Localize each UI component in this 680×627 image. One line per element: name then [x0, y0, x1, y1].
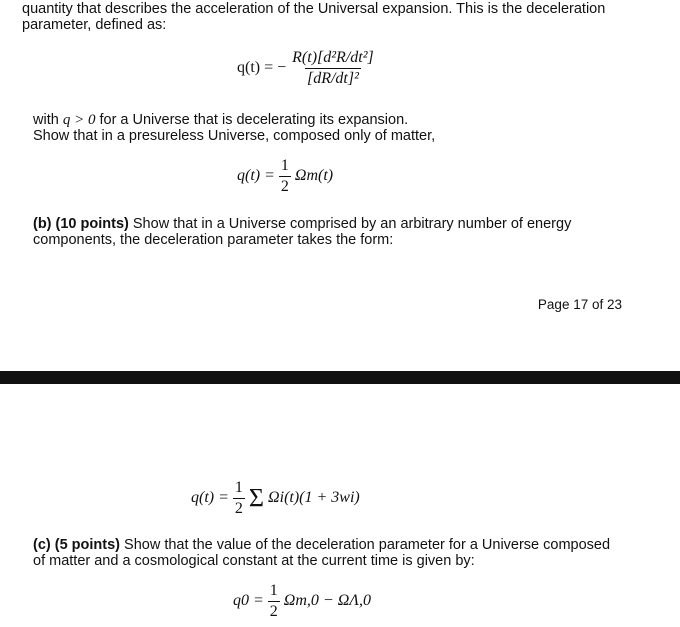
eq2-denominator: 2 — [280, 178, 289, 195]
page-number: Page 17 of 23 — [537, 297, 622, 312]
with-line-2: Show that in a presureless Universe, composed only of matter, — [33, 128, 436, 144]
eq4-rhs: Ωm,0 − ΩΛ,0 — [283, 592, 371, 610]
q-condition: q > 0 — [62, 112, 96, 128]
eq3-denominator: 2 — [234, 500, 243, 517]
part-b-label: (b) (10 points) — [33, 216, 129, 232]
eq1-denominator: [dR/dt]² — [306, 70, 359, 87]
part-c-line-2: of matter and a cosmological constant at the current time is given by: — [33, 553, 475, 569]
eq3-rhs: Ωi(t)(1 + 3wi) — [268, 489, 360, 507]
eq4-fraction — [268, 583, 280, 620]
equation-general-deceleration — [191, 480, 360, 517]
eq1-numerator: R(t)[d²R/dt²] — [292, 49, 374, 66]
eq4-denominator: 2 — [269, 603, 278, 620]
eq1-fraction — [290, 50, 376, 87]
part-b-text: Show that in a Universe comprised by an arbitrary number of energy — [128, 216, 572, 232]
eq3-numerator: 1 — [234, 479, 243, 496]
eq4-numerator: 1 — [269, 582, 278, 599]
with-text: with — [33, 112, 63, 128]
part-c-label: (c) (5 points) — [33, 537, 120, 553]
with-text-post: for a Universe that is decelerating its expansion. — [95, 112, 409, 128]
equation-current-deceleration — [233, 583, 371, 620]
eq2-lhs: q(t) = — [237, 167, 275, 185]
equation-matter-only — [237, 158, 333, 195]
part-c-line-1 — [33, 537, 610, 554]
part-c-text: Show that the value of the deceleration parameter for a Universe composed — [120, 537, 611, 553]
eq3-fraction — [233, 480, 245, 517]
eq2-rhs: Ωm(t) — [294, 167, 334, 185]
equation-deceleration-definition — [237, 50, 376, 87]
intro-line-1: quantity that describes the acceleration of the Universal expansion. This is the deceleration — [22, 1, 606, 17]
eq2-fraction — [279, 158, 291, 195]
page-separator — [0, 371, 680, 384]
eq3-lhs: q(t) = — [191, 489, 229, 507]
part-b-line-2: components, the deceleration parameter takes the form: — [33, 232, 394, 248]
eq1-lhs: q(t) = − — [237, 59, 287, 77]
eq4-lhs: q0 = — [233, 592, 264, 610]
with-line-1 — [33, 112, 408, 129]
intro-line-2: parameter, defined as: — [22, 17, 167, 33]
eq2-numerator: 1 — [280, 157, 289, 174]
sum-symbol: Σ — [248, 483, 265, 513]
part-b-line-1 — [33, 216, 571, 233]
